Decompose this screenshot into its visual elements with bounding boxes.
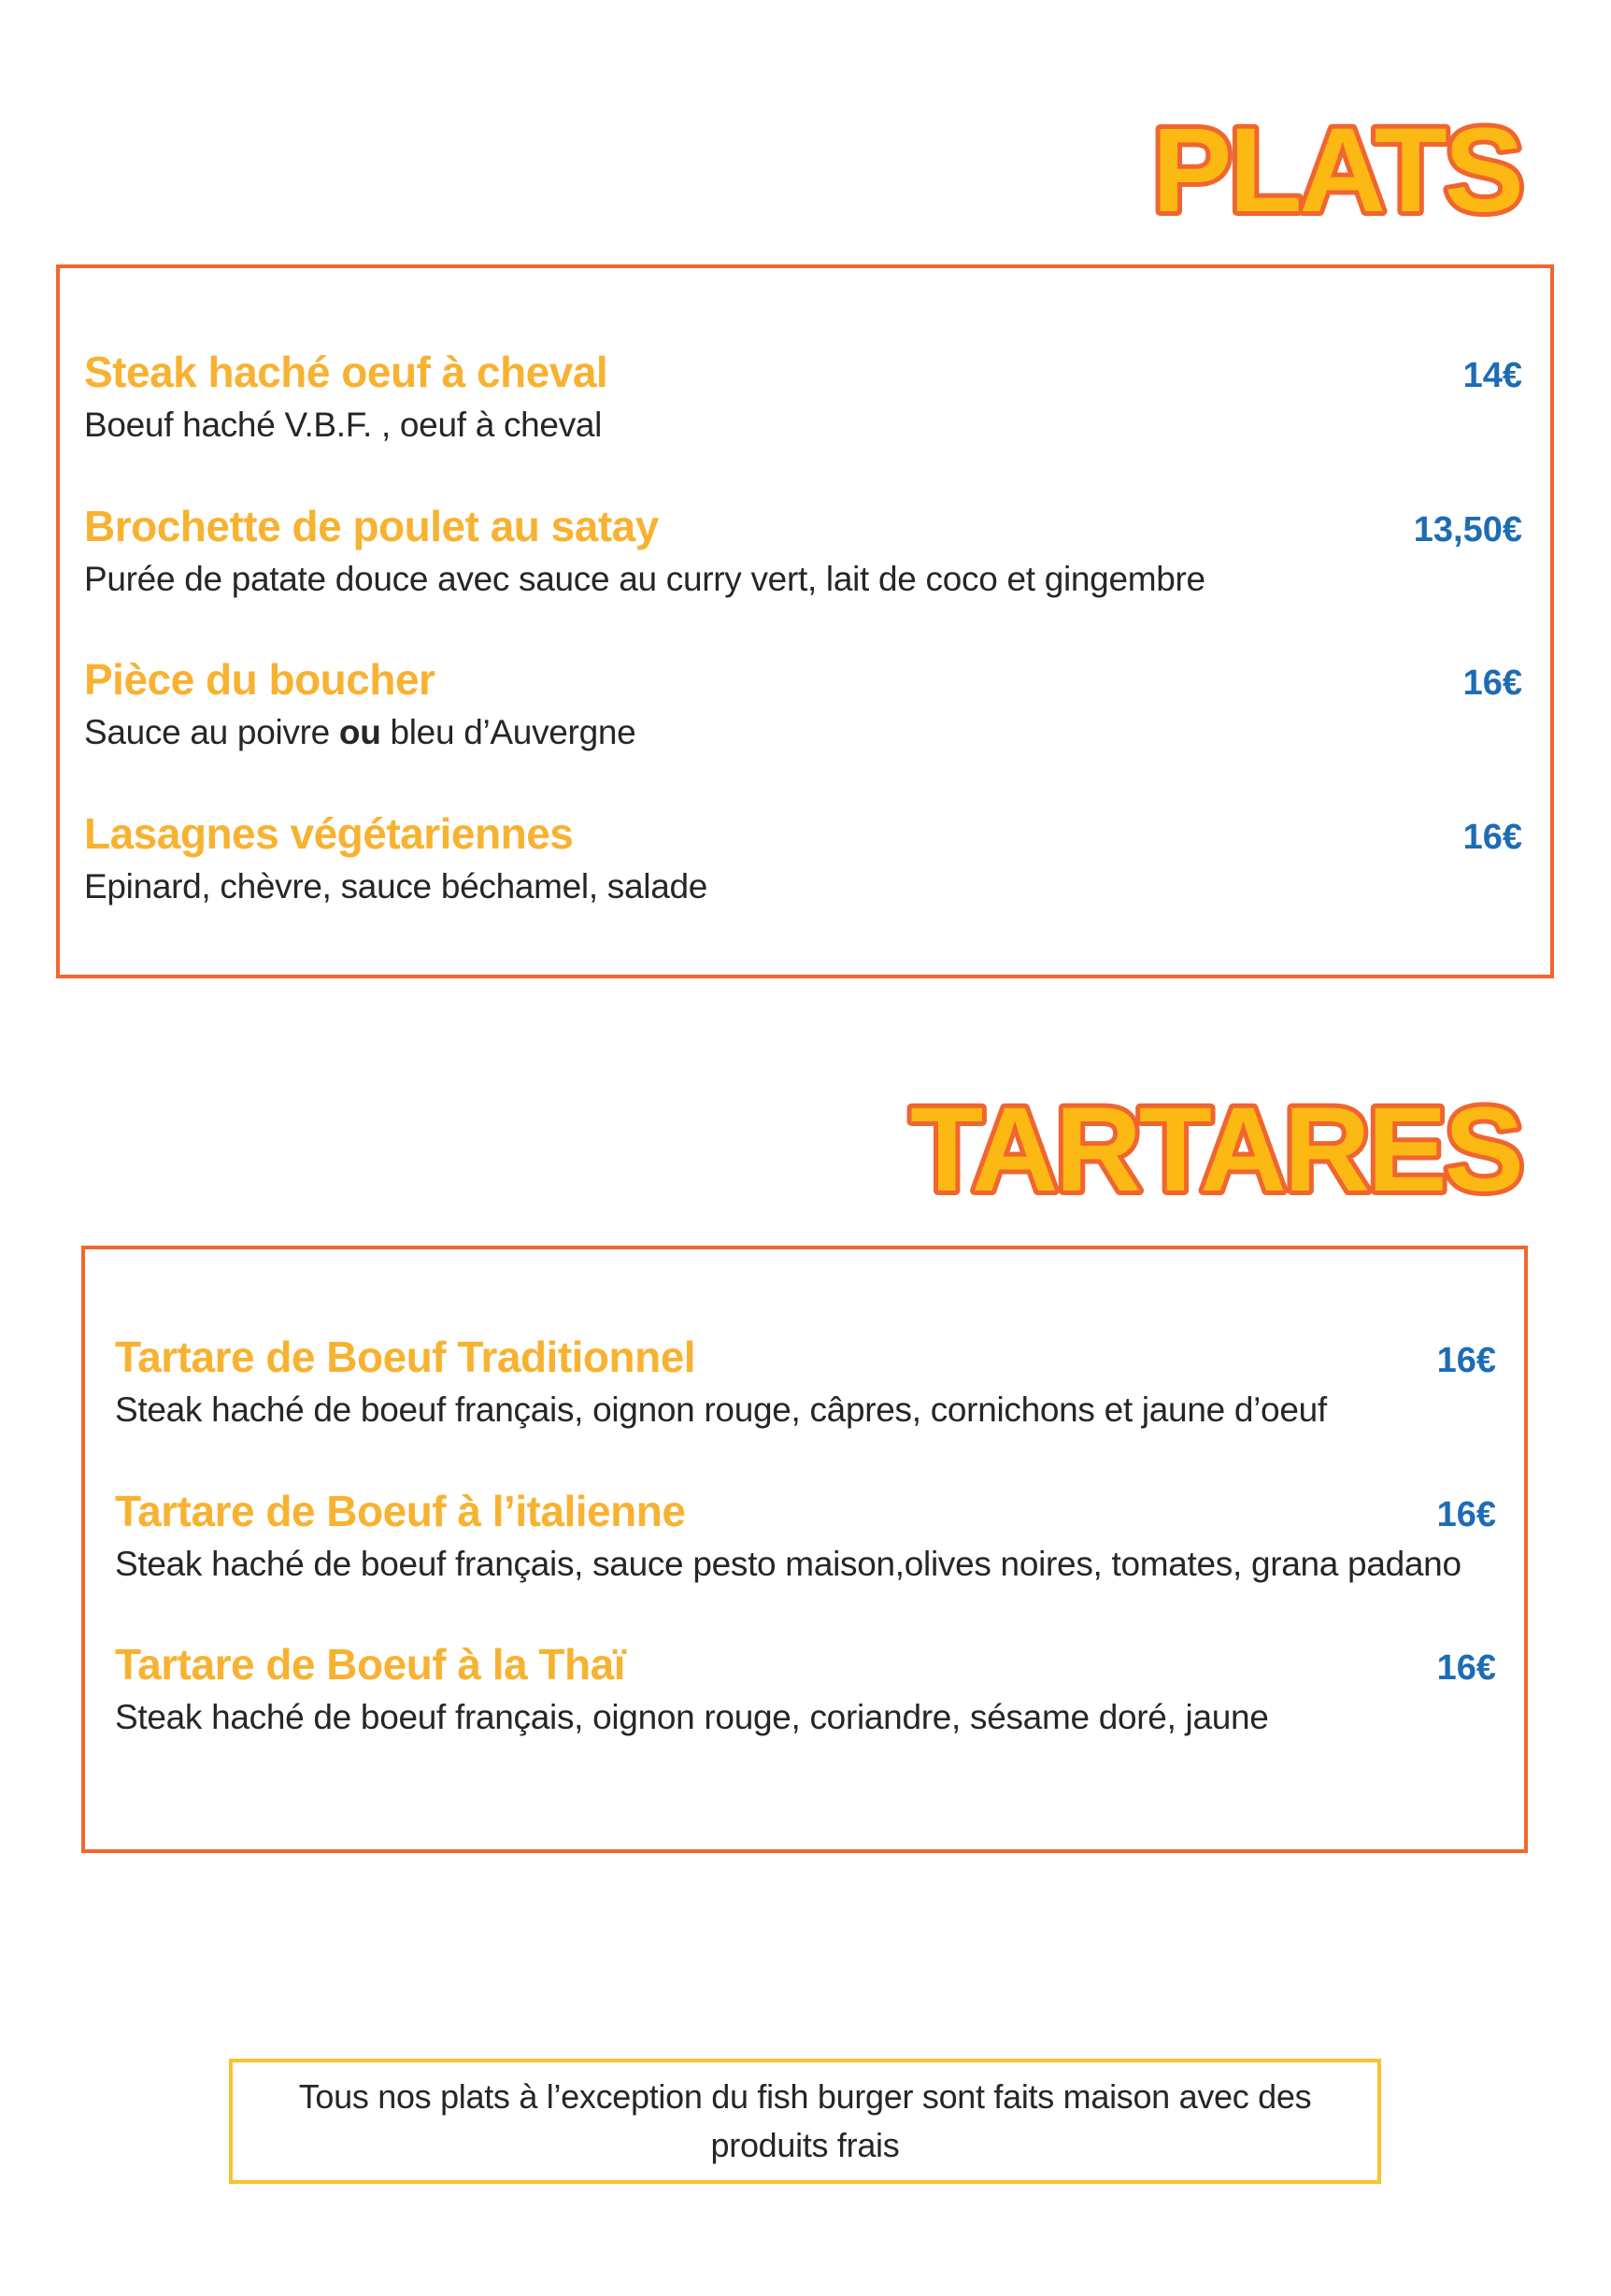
description-part: bleu d’Auvergne — [380, 713, 636, 752]
item-name: Tartare de Boeuf Traditionnel — [115, 1333, 696, 1381]
item-name: Tartare de Boeuf à l’italienne — [115, 1486, 686, 1535]
menu-item-tartare-traditionnel — [115, 1333, 1496, 1435]
item-name: Brochette de poulet au satay — [84, 501, 659, 550]
item-description: Boeuf haché V.B.F. , oeuf à cheval — [84, 406, 603, 444]
heading-tartares-text: TARTARES — [910, 1083, 1521, 1217]
item-description: Steak haché de boeuf français, sauce pesto maison,olives noires, tomates, grana padano — [115, 1544, 1461, 1583]
menu-item-tartare-italienne — [115, 1488, 1496, 1590]
item-name: Steak haché oeuf à cheval — [84, 348, 608, 396]
description-bold-part: ou — [338, 713, 381, 752]
item-description: Steak haché de boeuf français, oignon rouge, coriandre, sésame doré, jaune — [115, 1698, 1269, 1737]
menu-item-lasagnes — [84, 810, 1522, 912]
item-price: 13,50€ — [1413, 509, 1522, 549]
item-description — [84, 708, 1522, 758]
item-description: Epinard, chèvre, sauce béchamel, salade — [84, 866, 708, 906]
description-part: Sauce au poivre — [84, 713, 339, 752]
item-description: Purée de patate douce avec sauce au curry vert, lait de coco et gingembre — [84, 559, 1205, 598]
item-name: Tartare de Boeuf à la Thaï — [115, 1640, 625, 1690]
item-price: 16€ — [1462, 663, 1522, 704]
item-head — [84, 349, 1522, 396]
item-price: 16€ — [1436, 1648, 1496, 1689]
item-price: 16€ — [1436, 1494, 1496, 1534]
heading-plats-text: PLATS — [1151, 104, 1521, 237]
heading-tartares — [802, 1073, 1531, 1222]
footer-note-text: Tous nos plats à l’exception du fish burger sont faits maison avec des produits frais — [298, 2076, 1312, 2164]
item-head — [115, 1488, 1496, 1535]
item-head — [115, 1641, 1496, 1689]
tartares-menu-box — [81, 1246, 1528, 1853]
item-head — [115, 1333, 1496, 1381]
item-price: 16€ — [1436, 1341, 1496, 1380]
heading-plats — [802, 93, 1531, 243]
item-name: Pièce du boucher — [84, 655, 435, 705]
item-name: Lasagnes végétariennes — [84, 808, 574, 858]
menu-item-piece-boucher — [84, 656, 1522, 758]
item-head — [84, 810, 1522, 858]
footer-note-box — [229, 2059, 1381, 2184]
item-description: Steak haché de boeuf français, oignon rouge, câpres, cornichons et jaune d’oeuf — [115, 1390, 1327, 1429]
menu-item-brochette-poulet — [84, 503, 1522, 605]
menu-item-tartare-thai — [115, 1641, 1496, 1743]
item-head — [84, 503, 1522, 550]
item-price: 16€ — [1462, 817, 1522, 857]
item-head — [84, 656, 1522, 704]
item-price: 14€ — [1462, 356, 1522, 395]
plats-menu-box — [56, 264, 1554, 978]
menu-item-steak-hache — [84, 349, 1522, 450]
